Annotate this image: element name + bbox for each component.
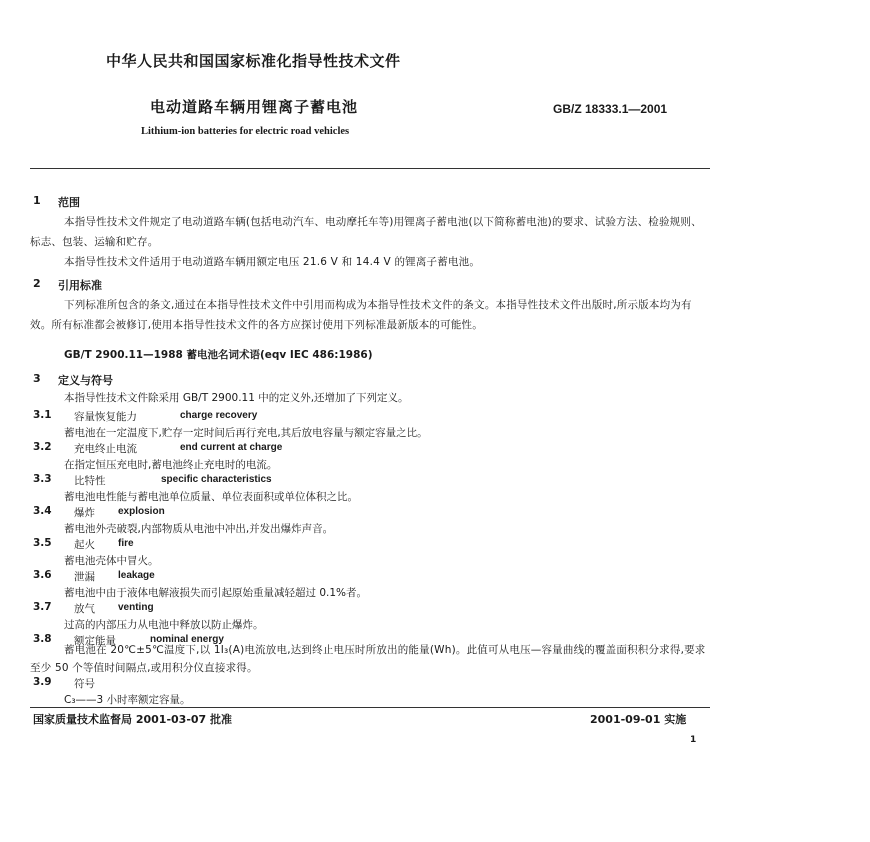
- implementation-date: 2001-09-01 实施: [590, 713, 687, 726]
- section-2-number: 2: [33, 277, 41, 290]
- section-3-number: 3: [33, 372, 41, 385]
- term-chinese: 放气: [74, 603, 95, 615]
- term-number: 3.9: [33, 676, 52, 688]
- section-1-number: 1: [33, 194, 41, 207]
- reference-standard: GB/T 2900.11—1988 蓄电池名词术语(eqv IEC 486:1986): [64, 349, 373, 361]
- term-english: fire: [118, 538, 134, 549]
- term-chinese: 充电终止电流: [74, 443, 137, 455]
- term-number: 3.3: [33, 473, 52, 485]
- term-chinese: 起火: [74, 539, 95, 551]
- term-chinese: 容量恢复能力: [74, 411, 137, 423]
- term-number: 3.1: [33, 409, 52, 421]
- term-definition: 过高的内部压力从电池中释放以防止爆炸。: [64, 619, 264, 631]
- section-1-paragraph-1: 本指导性技术文件规定了电动道路车辆(包括电动汽车、电动摩托车等)用锂离子蓄电池(以下简称蓄电池)的要求、试验方法、检验规则、标志、包装、运输和贮存。: [30, 216, 702, 248]
- term-number: 3.6: [33, 569, 52, 581]
- section-1-title: 范围: [58, 196, 80, 209]
- term-number: 3.5: [33, 537, 52, 549]
- section-3-title: 定义与符号: [58, 374, 113, 387]
- term-chinese: 泄漏: [74, 571, 95, 583]
- section-3-intro: 本指导性技术文件除采用 GB/T 2900.11 中的定义外,还增加了下列定义。: [64, 392, 409, 404]
- term-english: nominal energy: [150, 634, 224, 645]
- term-definition: 蓄电池壳体中冒火。: [64, 555, 159, 567]
- term-definition: 蓄电池外壳破裂,内部物质从电池中冲出,并发出爆炸声音。: [64, 523, 334, 535]
- term-english: specific characteristics: [161, 474, 272, 485]
- section-1-paragraph-2: 本指导性技术文件适用于电动道路车辆用额定电压 21.6 V 和 14.4 V 的锂离子蓄电池。: [64, 256, 481, 268]
- term-definition: 蓄电池中由于液体电解液损失而引起原始重量减轻超过 0.1%者。: [64, 587, 368, 599]
- section-2-title: 引用标准: [58, 279, 102, 292]
- term-english: explosion: [118, 506, 165, 517]
- term-english: leakage: [118, 570, 155, 581]
- section-2-paragraph-1: 下列标准所包含的条文,通过在本指导性技术文件中引用而构成为本指导性技术文件的条文。本指导性技术文件出版时,所示版本均为有效。所有标准都会被修订,使用本指导性技术文件的各方应探讨使用下列标准最新版本的可能性。: [30, 299, 692, 331]
- term-definition: 蓄电池电性能与蓄电池单位质量、单位表面积或单位体积之比。: [64, 491, 358, 503]
- page-number: 1: [690, 735, 697, 745]
- term-chinese: 爆炸: [74, 507, 95, 519]
- document-title: 电动道路车辆用锂离子蓄电池: [150, 98, 359, 116]
- term-number: 3.4: [33, 505, 52, 517]
- standard-number: GB/Z 18333.1—2001: [553, 102, 668, 116]
- term-number: 3.2: [33, 441, 52, 453]
- term-number: 3.8: [33, 633, 52, 645]
- title-divider: [30, 168, 710, 169]
- english-title: Lithium-ion batteries for electric road vehicles: [141, 126, 350, 137]
- term-definition: 在指定恒压充电时,蓄电池终止充电时的电流。: [64, 459, 278, 471]
- term-definition: 蓄电池在 20℃±5℃温度下,以 1I₃(A)电流放电,达到终止电压时所放出的能量(Wh)。此值可从电压—容量曲线的覆盖面积积分求得,要求至少 50 个等值时间隔点,或用积分仪直接求得。: [30, 644, 706, 674]
- document-header: 中华人民共和国国家标准化指导性技术文件: [106, 52, 401, 70]
- term-chinese: 符号: [74, 678, 95, 690]
- approval-date: 国家质量技术监督局 2001-03-07 批准: [33, 713, 233, 726]
- term-english: end current at charge: [180, 442, 283, 453]
- term-definition: 蓄电池在一定温度下,贮存一定时间后再行充电,其后放电容量与额定容量之比。: [64, 427, 428, 439]
- term-english: venting: [118, 602, 154, 613]
- term-definition: C₃——3 小时率额定容量。: [64, 694, 191, 706]
- term-english: charge recovery: [180, 410, 258, 421]
- footer-divider: [30, 707, 710, 708]
- term-chinese: 额定能量: [74, 635, 116, 647]
- term-number: 3.7: [33, 601, 52, 613]
- term-chinese: 比特性: [74, 475, 106, 487]
